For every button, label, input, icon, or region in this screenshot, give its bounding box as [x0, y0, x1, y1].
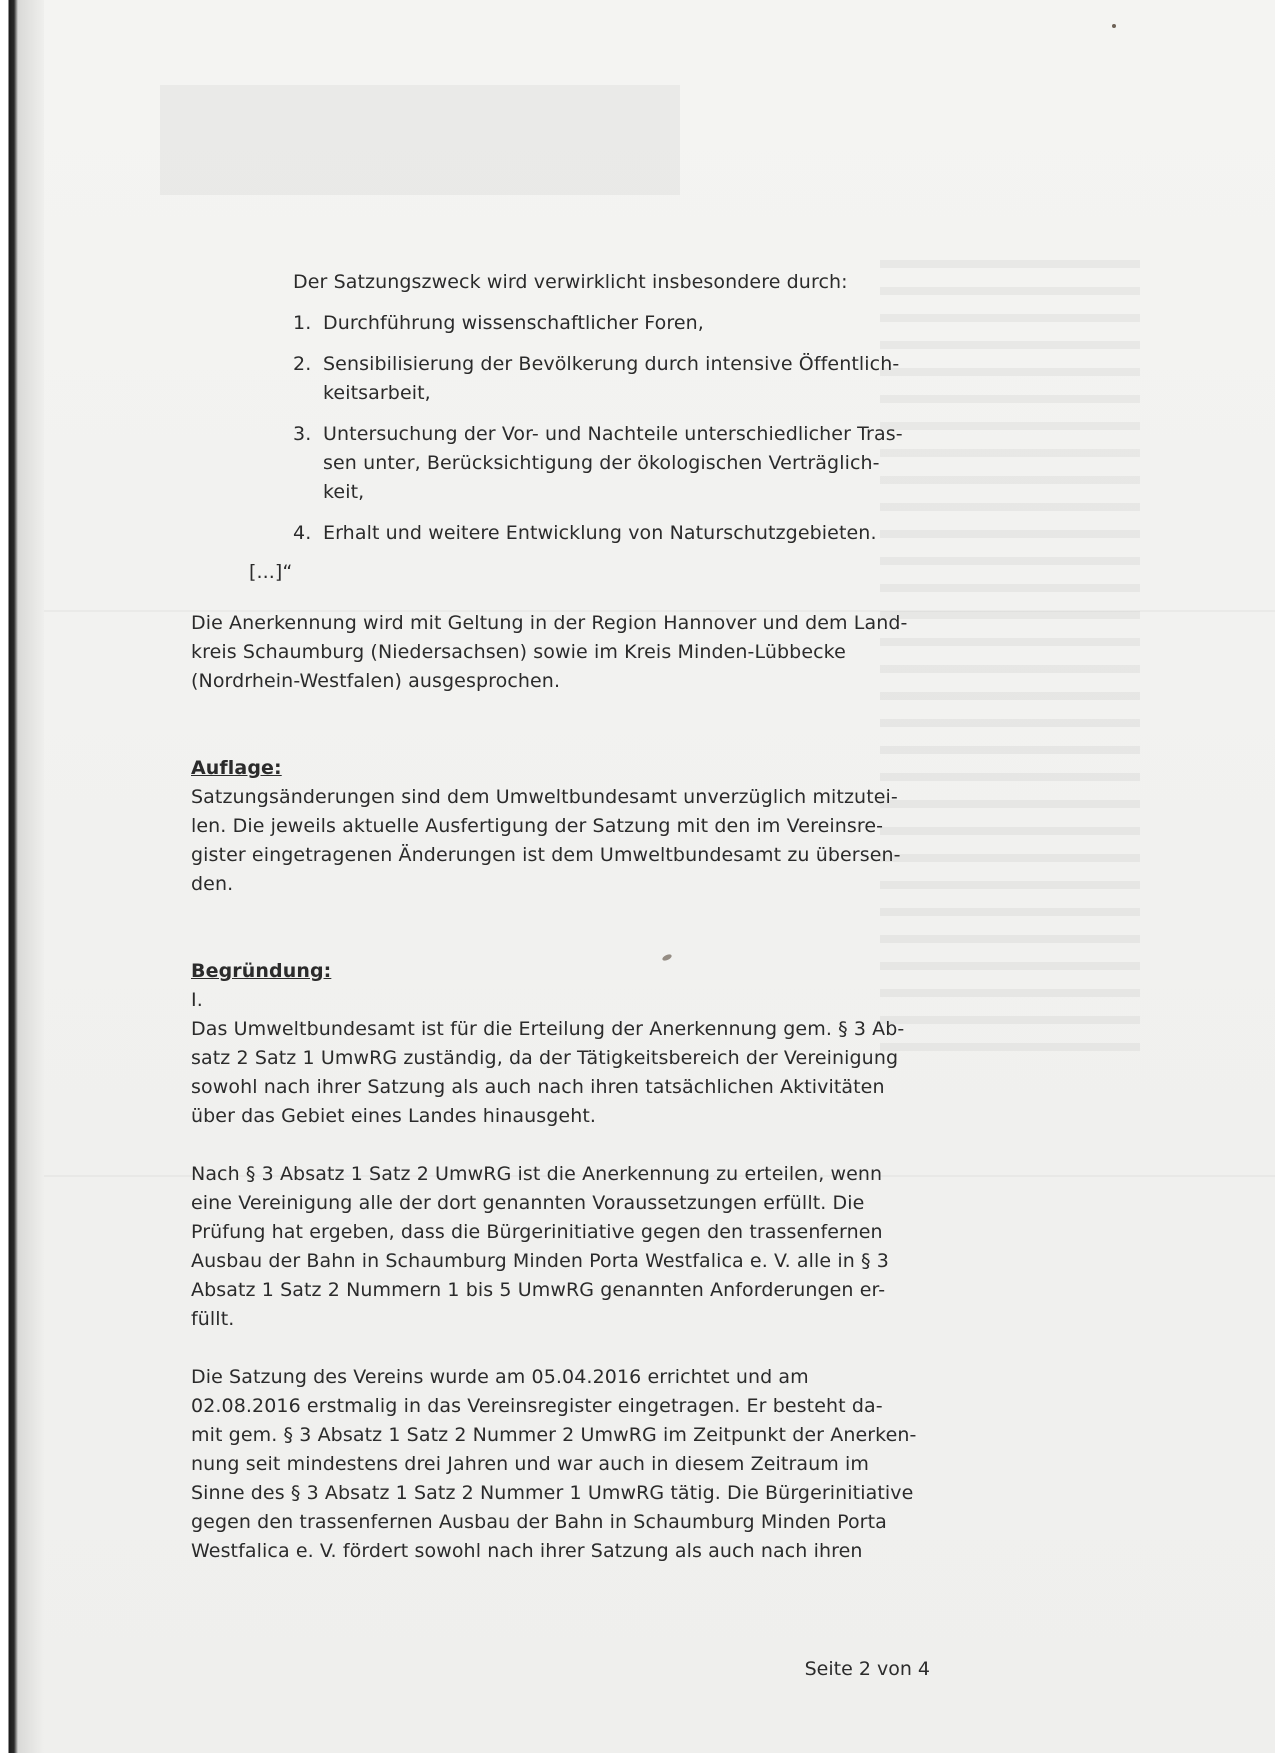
auflage-text: Satzungsänderungen sind dem Umweltbundesamt unverzüglich mitzutei- len. Die jeweils aktuelle Ausfertigung der Satzung mit den im Vereinsre- gister eingetragenen Änderungen ist dem Umweltbundesamt zu übersen- den.: [191, 786, 901, 895]
list-text: Sensibilisierung der Bevölkerung durch intensive Öffentlich- keitsarbeit,: [323, 353, 900, 404]
auflage-heading: Auflage:: [191, 757, 282, 779]
list-text: Untersuchung der Vor- und Nachteile unterschiedlicher Tras- sen unter, Berücksichtigung der ökologischen Verträglich- keit,: [323, 423, 903, 503]
list-item: [293, 309, 931, 338]
list-number: 3.: [293, 423, 312, 445]
scan-edge: [0, 0, 44, 1753]
document-body: [191, 268, 931, 1566]
anerkennung-paragraph: Die Anerkennung wird mit Geltung in der Region Hannover und dem Land- kreis Schaumburg (Niedersachsen) sowie im Kreis Minden-Lübbecke (Nordrhein-Westfalen) ausgesprochen.: [191, 612, 908, 692]
begruendung-paragraph: Nach § 3 Absatz 1 Satz 2 UmwRG ist die Anerkennung zu erteilen, wenn eine Vereinigung alle der dort genannten Voraussetzungen erfüllt. Die Prüfung hat ergeben, dass die Bürgerinitiative gegen den trassenfernen Ausbau der Bahn in Schaumburg Minden Porta Westfalica e. V. alle in § 3 Absatz 1 Satz 2 Nummern 1 bis 5 UmwRG genannten Anforderungen er- füllt.: [191, 1163, 889, 1330]
begruendung-paragraph: Die Satzung des Vereins wurde am 05.04.2016 errichtet und am 02.08.2016 erstmalig in das Vereinsregister eingetragen. Er besteht da- mit gem. § 3 Absatz 1 Satz 2 Nummer 2 UmwRG im Zeitpunkt der Anerken- nung seit mindestens drei Jahren und war auch in diesem Zeitraum im Sinne des § 3 Absatz 1 Satz 2 Nummer 1 UmwRG tätig. Die Bürgerinitiative gegen den trassenfernen Ausbau der Bahn in Schaumburg Minden Porta Westfalica e. V. fördert sowohl nach ihrer Satzung als auch nach ihren: [191, 1366, 917, 1562]
section-number: I.: [191, 989, 203, 1011]
list-item: [293, 420, 931, 507]
page-number: Seite 2 von 4: [804, 1658, 930, 1680]
quote-ellipsis: [...]“: [249, 561, 293, 583]
list-text: Durchführung wissenschaftlicher Foren,: [323, 312, 704, 334]
bleed-through: [160, 85, 680, 195]
list-item: [293, 350, 931, 408]
list-intro: Der Satzungszweck wird verwirklicht insbesondere durch:: [293, 271, 848, 293]
begruendung-heading: Begründung:: [191, 960, 332, 982]
begruendung-paragraph: Das Umweltbundesamt ist für die Erteilung der Anerkennung gem. § 3 Ab- satz 2 Satz 1 UmwRG zuständig, da der Tätigkeitsbereich der Vereinigung sowohl nach ihrer Satzung als auch nach ihren tatsächlichen Aktivitäten über das Gebiet eines Landes hinausgeht.: [191, 1018, 905, 1127]
speck: [1112, 24, 1116, 28]
list-text: Erhalt und weitere Entwicklung von Naturschutzgebieten.: [323, 522, 877, 544]
list-number: 1.: [293, 312, 312, 334]
list-item: [293, 519, 931, 548]
quoted-statute: [293, 268, 931, 548]
list-number: 2.: [293, 353, 312, 375]
list-number: 4.: [293, 522, 312, 544]
purpose-list: [293, 309, 931, 548]
